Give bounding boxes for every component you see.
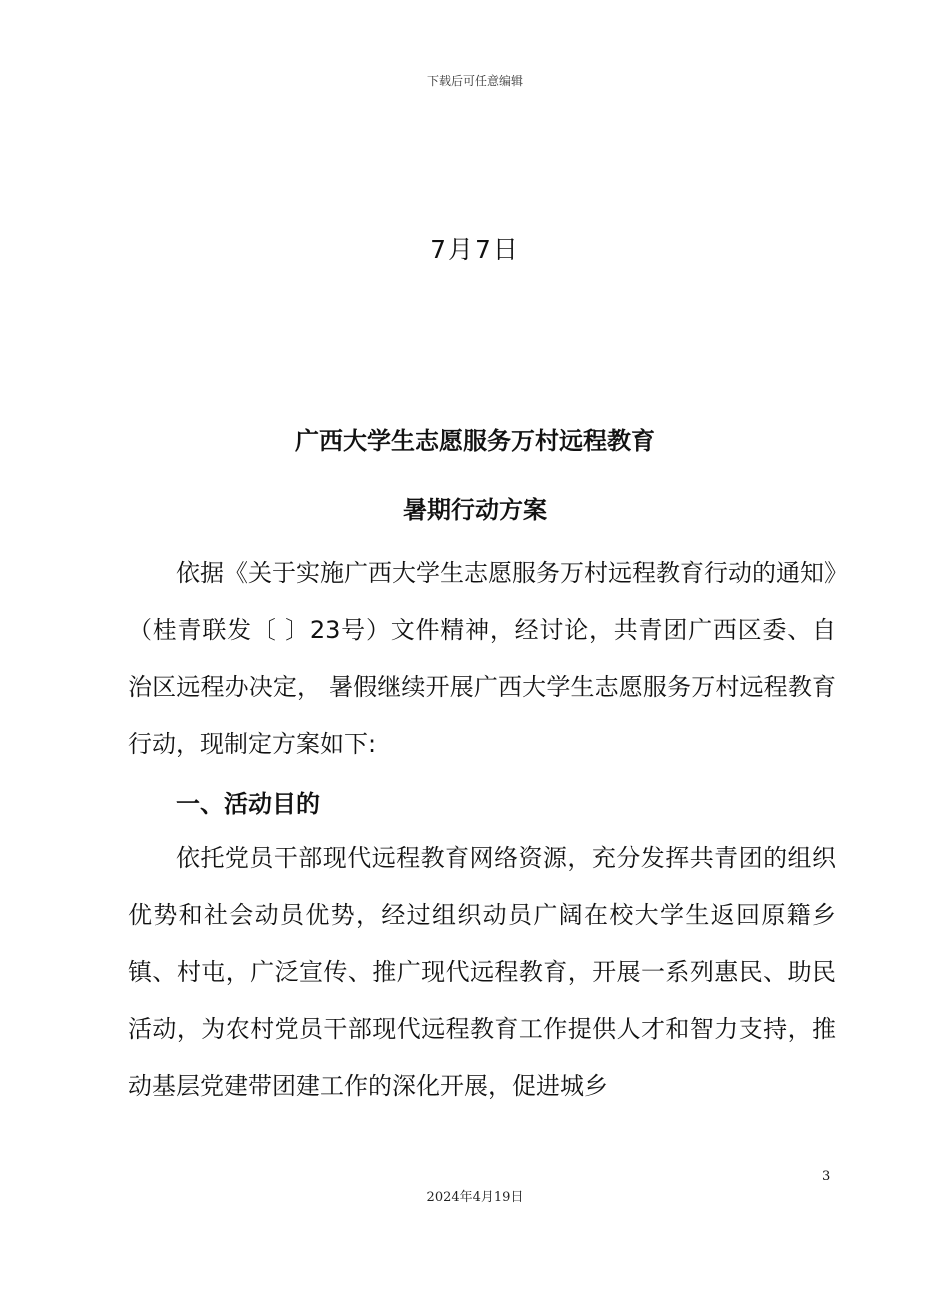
intro-paragraph — [128, 545, 836, 773]
purpose-paragraph-text: 依托党员干部现代远程教育网络资源，充分发挥共青团的组织优势和社会动员优势，经过组织动员广阔在校大学生返回原籍乡镇、村屯，广泛宣传、推广现代远程教育，开展一系列惠民、助民活动，为农村党员干部现代远程教育工作提供人才和智力支持，推动基层党建带团建工作的深化开展，促进城乡 — [128, 844, 836, 1100]
document-title-line-2: 暑期行动方案 — [403, 496, 547, 524]
page-number: 3 — [822, 1169, 831, 1184]
document-date: 7月7日 — [430, 235, 520, 264]
section-heading-purpose: 一、活动目的 — [176, 790, 320, 818]
intro-paragraph-text: 依据《关于实施广西大学生志愿服务万村远程教育行动的通知》（桂青联发〔 〕23号）文件精神，经讨论，共青团广西区委、自治区远程办决定， 暑假继续开展广西大学生志愿服务万村远程教育行动，现制定方案如下: — [128, 559, 836, 758]
page-header: 下载后可任意编辑 — [426, 74, 523, 88]
purpose-paragraph — [128, 830, 836, 1115]
page-footer-date: 2024年4月19日 — [426, 1190, 524, 1205]
document-title-line-1: 广西大学生志愿服务万村远程教育 — [295, 427, 655, 455]
